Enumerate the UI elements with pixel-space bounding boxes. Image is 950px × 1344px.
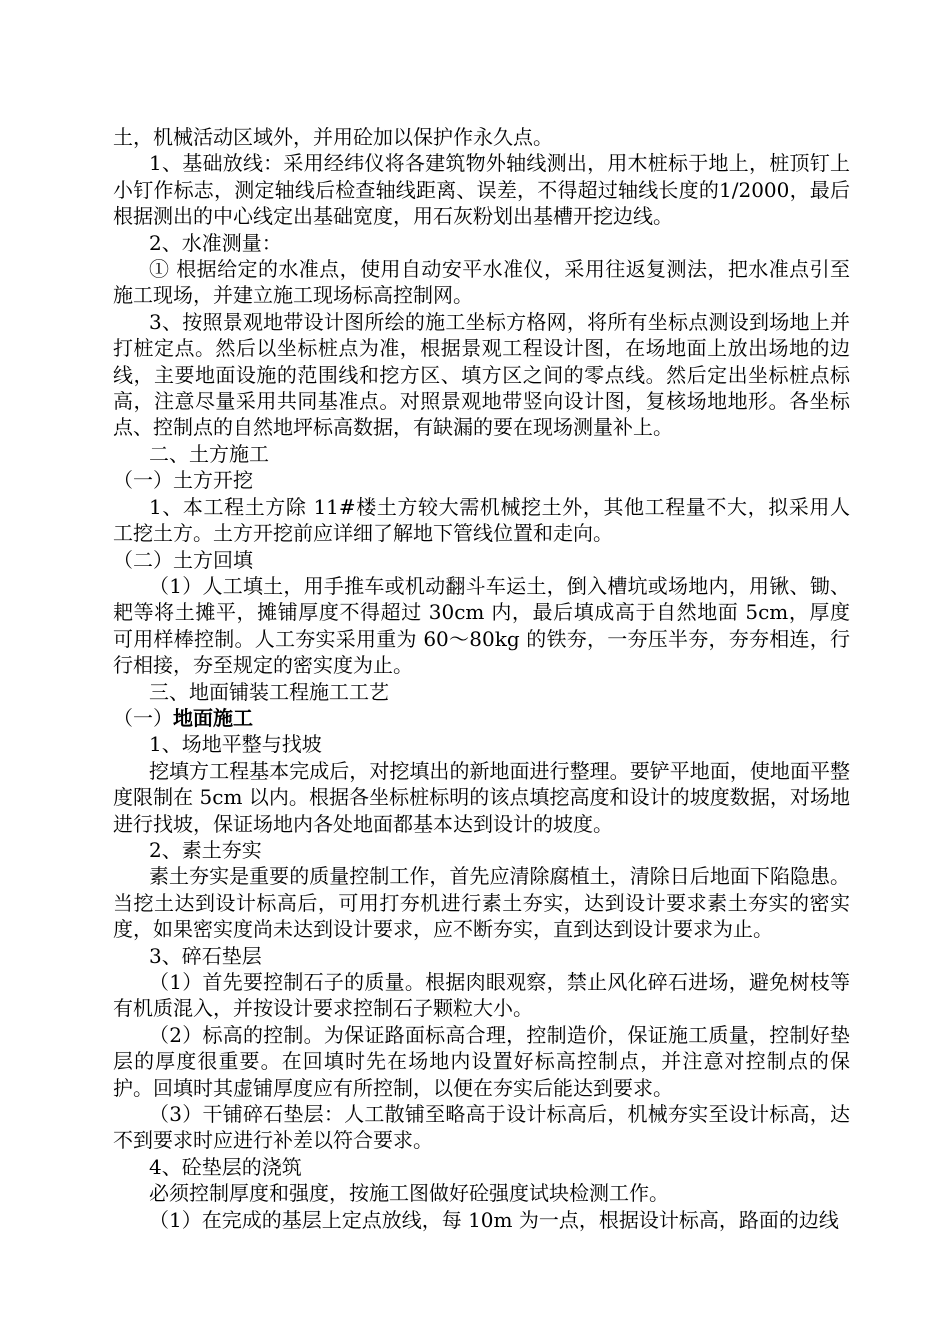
paragraph-site-leveling: 挖填方工程基本完成后，对挖填出的新地面进行整理。要铲平地面，使地面平整度限制在 5cm 以内。根据各坐标桩标明的该点填挖高度和设计的坡度数据，对场地进行找坡，保证场地内各处地面都基本达到设计的坡度。 (113, 758, 850, 836)
heading-site-leveling: 1、场地平整与找坡 (149, 732, 322, 757)
document-body (113, 124, 850, 1233)
paragraph-staking-lines: （1）在完成的基层上定点放线，每 10m 为一点，根据设计标高，路面的边线 (149, 1207, 839, 1232)
paragraph-dry-gravel: （3）干铺碎石垫层：人工散铺至略高于设计标高后，机械夯实至设计标高，达不到要求时应进行补差以符合要求。 (113, 1102, 850, 1153)
subheading-bold-title: 地面施工 (173, 705, 253, 730)
heading-leveling: 2、水准测量： (149, 230, 282, 255)
paragraph-soil-compaction: 素土夯实是重要的质量控制工作，首先应清除腐植土，清除日后地面下陷隐患。当挖土达到设计标高后，可用打夯机进行素土夯实，达到设计要求素土夯实的密实度，如果密实度尚未达到设计要求，应不断夯实，直到达到设计要求为止。 (113, 864, 850, 942)
paragraph-backfill: （1）人工填土，用手推车或机动翻斗车运土，倒入槽坑或场地内，用锹、锄、耙等将土摊平，摊铺厚度不得超过 30cm 内，最后填成高于自然地面 5cm，厚度可用样棒控制。人工夯实采用重为 60～80kg 的铁夯，一夯压半夯，夯夯相连，行行相接，夯至规定的密实度为止。 (113, 573, 850, 678)
paragraph-elevation-control: （2）标高的控制。为保证路面标高合理，控制造价，保证施工质量，控制好垫层的厚度很重要。在回填时先在场地内设置好标高控制点，并注意对控制点的保护。回填时其虚铺厚度应有所控制，以便在夯实后能达到要求。 (113, 1022, 850, 1100)
subheading-prefix: （一） (113, 705, 173, 730)
paragraph-benchmark: ① 根据给定的水准点，使用自动安平水准仪，采用往返复测法，把水准点引至施工现场，并建立施工现场标高控制网。 (113, 257, 850, 308)
subheading-backfill: （二）土方回填 (113, 547, 253, 572)
section-heading-paving: 三、地面铺装工程施工工艺 (149, 679, 389, 704)
heading-soil-compaction: 2、素土夯实 (149, 837, 262, 862)
heading-gravel-cushion: 3、碎石垫层 (149, 943, 262, 968)
paragraph-concrete-thickness: 必须控制厚度和强度，按施工图做好砼强度试块检测工作。 (149, 1181, 669, 1206)
paragraph-excavation: 1、本工程土方除 11#楼土方较大需机械挖土外，其他工程量不大，拟采用人工挖土方。土方开挖前应详细了解地下管线位置和走向。 (113, 494, 850, 546)
subheading-ground-construction (113, 705, 850, 731)
paragraph-grid-staking: 3、按照景观地带设计图所绘的施工坐标方格网，将所有坐标点测设到场地上并打桩定点。然后以坐标桩点为准，根据景观工程设计图，在场地面上放出场地的边线，主要地面设施的范围线和挖方区、填方区之间的零点线。然后定出坐标桩点标高，注意尽量采用共同基准点。对照景观地带竖向设计图，复核场地地形。各坐标点、控制点的自然地坪标高数据，有缺漏的要在现场测量补上。 (113, 309, 850, 440)
subheading-excavation: （一）土方开挖 (113, 468, 253, 493)
heading-concrete-cushion: 4、砼垫层的浇筑 (149, 1154, 302, 1179)
section-heading-earthwork: 二、土方施工 (149, 441, 269, 466)
paragraph-gravel-quality: （1）首先要控制石子的质量。根据肉眼观察，禁止风化碎石进场，避免树枝等有机质混入，并按设计要求控制石子颗粒大小。 (113, 970, 850, 1021)
paragraph-continuation: 土，机械活动区域外，并用砼加以保护作永久点。 (113, 125, 553, 149)
paragraph-foundation-layout: 1、基础放线：采用经纬仪将各建筑物外轴线测出，用木桩标于地上，桩顶钉上小钉作标志，测定轴线后检查轴线距离、误差，不得超过轴线长度的1/2000，最后根据测出的中心线定出基础宽度，用石灰粉划出基槽开挖边线。 (113, 151, 850, 229)
